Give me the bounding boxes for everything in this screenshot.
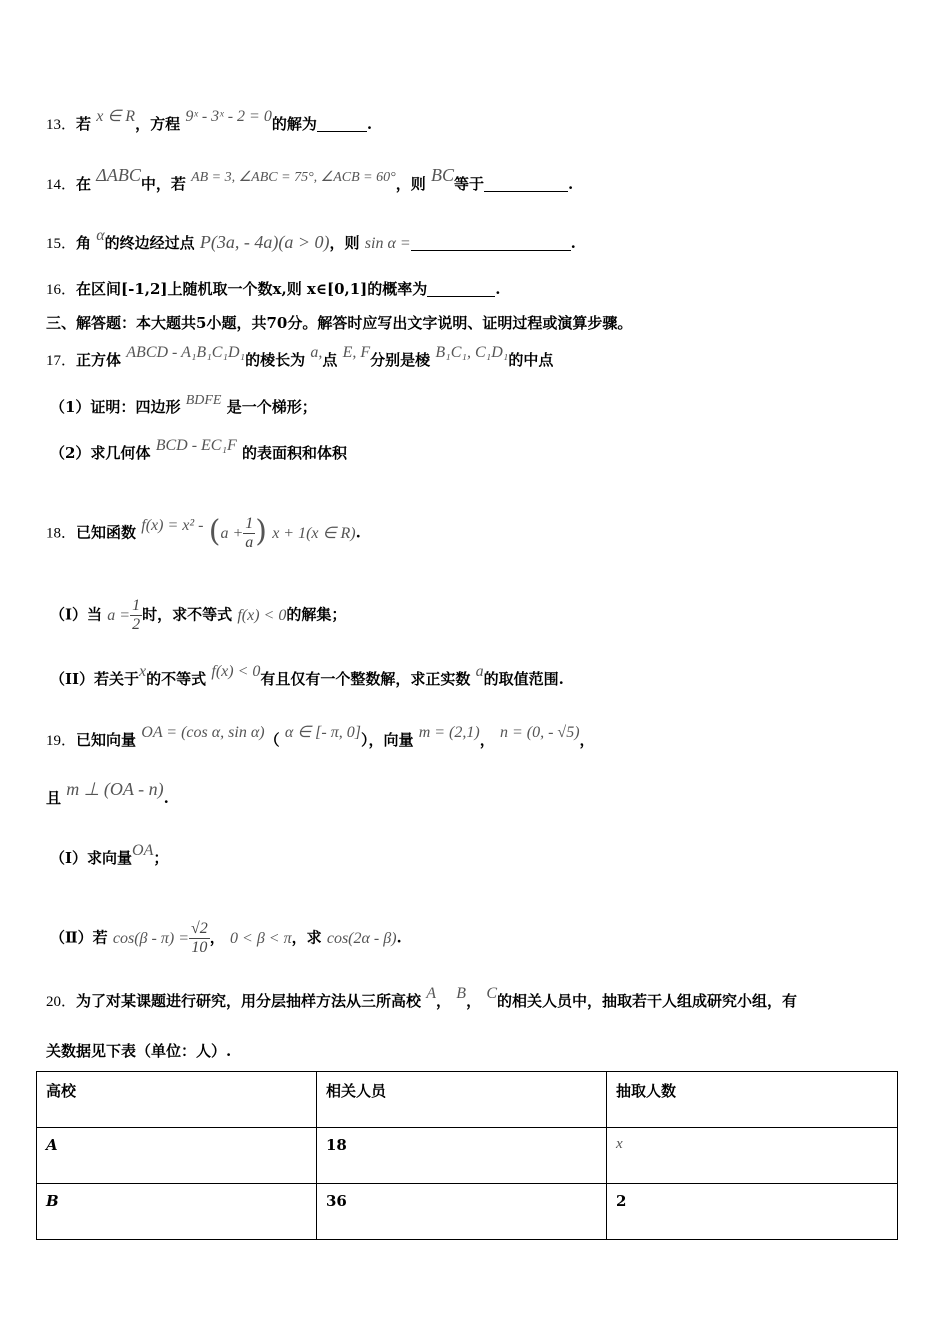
math-ef: E, F xyxy=(342,344,371,361)
math-solid: BCD - EC₁F xyxy=(155,437,237,454)
math-alpha-range: α ∈ [- π, 0] xyxy=(284,724,361,741)
math-cos-expression: cos(2α - β) xyxy=(326,929,397,947)
answer-blank xyxy=(427,280,495,297)
question-18-part-1: （I）当 a = $\frac{1}{2}$ 时，求不等式 f(x) < 0的解集； xyxy=(50,597,347,633)
math-bdfe: BDFE xyxy=(185,393,222,408)
fraction-sqrt2-over-10: $\frac{√2}{10}$ xyxy=(190,920,208,956)
question-13: 13．若 x ∈ R，方程 9ˣ - 3ˣ - 2 = 0的解为 . xyxy=(46,108,373,133)
math-conditions: AB = 3, ∠ABC = 75°, ∠ACB = 60° xyxy=(191,170,396,185)
question-18: 18．已知函数 f(x) = x² - (a + $\frac{1}{a}$ ) x + 1(x ∈ R). xyxy=(46,513,361,551)
table-row xyxy=(37,1184,898,1240)
math-fx: f(x) = x² - xyxy=(141,516,204,534)
question-18-part-2: （II）若关于x的不等式 f(x) < 0有且仅有一个整数解，求正实数 a的取值范围. xyxy=(50,663,564,688)
math-alpha: α xyxy=(96,227,105,244)
question-17: 17．正方体 ABCD - A₁B₁C₁D₁的棱长为 a,点 E, F分别是棱 B₁C₁, C₁D₁的中点 xyxy=(46,344,554,369)
math-fx-less-0: f(x) < 0 xyxy=(211,663,261,680)
table-header-row xyxy=(37,1072,898,1128)
answer-blank xyxy=(411,234,571,251)
question-19: 19．已知向量 OA = (cos α, sin α)（ α ∈ [- π, 0]），向量 m = (2,1)， n = (0, - √5)， xyxy=(46,724,595,749)
math-vector-m: m = (2,1) xyxy=(418,724,480,741)
table-cell: 2 xyxy=(607,1184,898,1240)
question-19-part-2: （Ⅱ）若 cos(β - π) = $\frac{√2}{10}$ ， 0 < β < π，求 cos(2α - β). xyxy=(50,920,402,956)
question-16: 16．在区间[-1,2]上随机取一个数x,则 x∈[0,1]的概率为 . xyxy=(46,280,501,298)
question-17-part-2: （2）求几何体 BCD - EC₁F 的表面积和体积 xyxy=(50,437,348,462)
data-table xyxy=(36,1071,898,1240)
math-bc: BC xyxy=(430,165,454,185)
math-vector-n: n = (0, - √5) xyxy=(499,724,580,741)
math-a: a, xyxy=(310,344,323,361)
math-perpendicular: m ⊥ (OA - n) xyxy=(66,779,164,799)
question-20-continued: 关数据见下表（单位：人）. xyxy=(46,1042,232,1060)
math-triangle: ΔABC xyxy=(96,165,141,185)
table-cell: A xyxy=(37,1128,317,1184)
math-oa: OA xyxy=(132,842,154,859)
math-vector-oa: OA = (cos α, sin α) xyxy=(141,724,265,741)
math-x-in-r: x ∈ R xyxy=(96,108,136,125)
answer-blank xyxy=(317,115,367,132)
math-tail: x + 1(x ∈ R) xyxy=(272,524,356,542)
fraction-1-over-a: $\frac{1}{a}$ xyxy=(245,515,254,551)
question-19-condition: 且 m ⊥ (OA - n). xyxy=(46,779,169,807)
math-point-p: P(3a, - 4a)(a > 0) xyxy=(199,232,330,252)
table-cell: B xyxy=(37,1184,317,1240)
math-equation: 9ˣ - 3ˣ - 2 = 0 xyxy=(185,108,272,125)
table-header-cell: 相关人员 xyxy=(317,1072,607,1128)
table-header-cell: 抽取人数 xyxy=(607,1072,898,1128)
question-17-part-1: （1）证明：四边形 BDFE 是一个梯形； xyxy=(50,393,317,416)
table-row xyxy=(37,1128,898,1184)
table-cell: x xyxy=(607,1128,898,1184)
table-header-cell: 高校 xyxy=(37,1072,317,1128)
question-15: 15．角 α的终边经过点 P(3a, - 4a)(a > 0)，则 sin α = . xyxy=(46,227,576,252)
question-20: 20．为了对某课题进行研究，用分层抽样方法从三所高校 A， B， C的相关人员中，抽取若干人组成研究小组，有 xyxy=(46,985,798,1010)
math-sin-alpha: sin α = xyxy=(364,235,411,252)
fraction-1-over-2: $\frac{1}{2}$ xyxy=(132,597,141,633)
section-heading: 三、解答题：本大题共5小题，共70分。解答时应写出文字说明、证明过程或演算步骤。 xyxy=(46,314,633,332)
math-beta-range: 0 < β < π xyxy=(230,929,292,947)
question-14: 14．在 ΔABC中，若 AB = 3, ∠ABC = 75°, ∠ACB = 60°，则 BC等于 . xyxy=(46,165,574,193)
table-cell: 36 xyxy=(317,1184,607,1240)
math-edges: B₁C₁, C₁D₁ xyxy=(435,344,509,361)
math-cube: ABCD - A₁B₁C₁D₁ xyxy=(126,344,246,361)
question-19-part-1: （Ⅰ）求向量OA； xyxy=(50,842,169,867)
answer-blank xyxy=(484,175,568,192)
table-cell: 18 xyxy=(317,1128,607,1184)
math-fx-less-0: f(x) < 0 xyxy=(237,606,287,624)
